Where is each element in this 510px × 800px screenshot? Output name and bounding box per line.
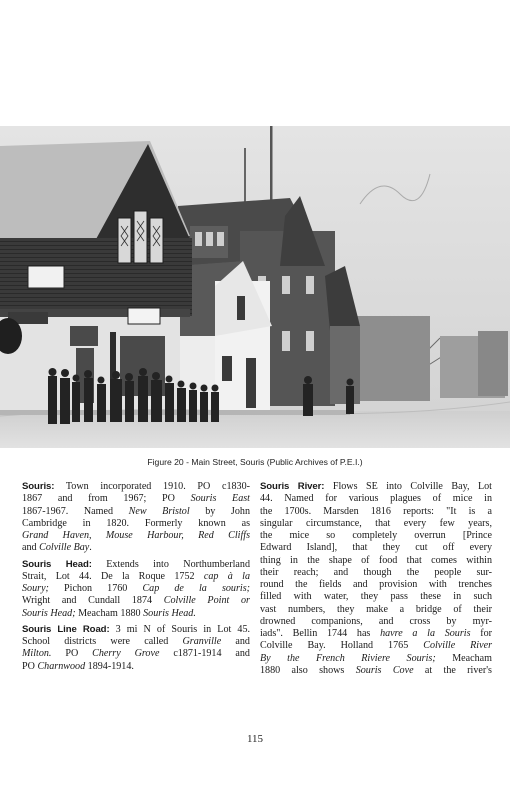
entry-souris-line-road: Souris Line Road: 3 mi N of Souris in Lot 45. School districts were called Granville and Milton. PO Cherry Grove c1871-1914 and PO Charnwood 1894-1914. [22,623,251,672]
hotel-sign [28,266,64,288]
corner-building [330,326,360,404]
left-column [22,481,250,677]
entry-souris-head: Souris Head: Extends into Northumberland Strait, Lot 44. De la Roque 1752 cap à la Soury; Pichon 1760 Cap de la souris; Wright and Cundall 1874 Colville Point or Souris Head; Meacham 1880 Souris Head. [22,558,250,619]
entry-souris-river: Souris River: Flows SE into Colville Bay, Lot 44. Named for various plagues of mice in the 1700s. Marsden 1816 reports: "It is a singular circumstance, that every few years, the mice so completely overrun [Prince Edward Island], that they cut off every thing in the shape of food that comes within their reach; and though the people sur- round the fields and provision with trenches filled with water, they pass these in such vast numbers, they make a bridge of their drowned companions, and cross by myr- iads". Bellin 1744 has havre a la Souris for Colville Bay. Holland 1765 Colville River By the French Riviere Souris; Meacham 1880 also shows Souris Cove at the river's [260,481,492,676]
far-building [355,316,430,401]
figure-caption: Figure 20 - Main Street, Souris (Public Archives of P.E.I.) [147,457,363,467]
right-column [260,481,492,681]
hotel-windows [118,211,163,263]
entry-heading: Souris Head: [22,558,92,570]
entry-souris: Souris: Town incorporated 1910. PO c1830- 1867 and from 1967; PO Souris East 1867-1967. Named New Bristol by John Cambridge in 1820. Formerly known as Grand Haven, Mouse Harbour, Red Cliffs and Colville Bay. [22,481,250,554]
street-scene-illustration [0,126,510,448]
entry-heading: Souris River: [260,481,325,492]
far-building [478,331,508,396]
shop-sign [128,308,160,324]
page-number: 115 [246,733,264,745]
entry-heading: Souris Line Road: [22,623,110,635]
entry-heading: Souris: [22,481,55,492]
archival-photo-main-street [0,126,510,448]
